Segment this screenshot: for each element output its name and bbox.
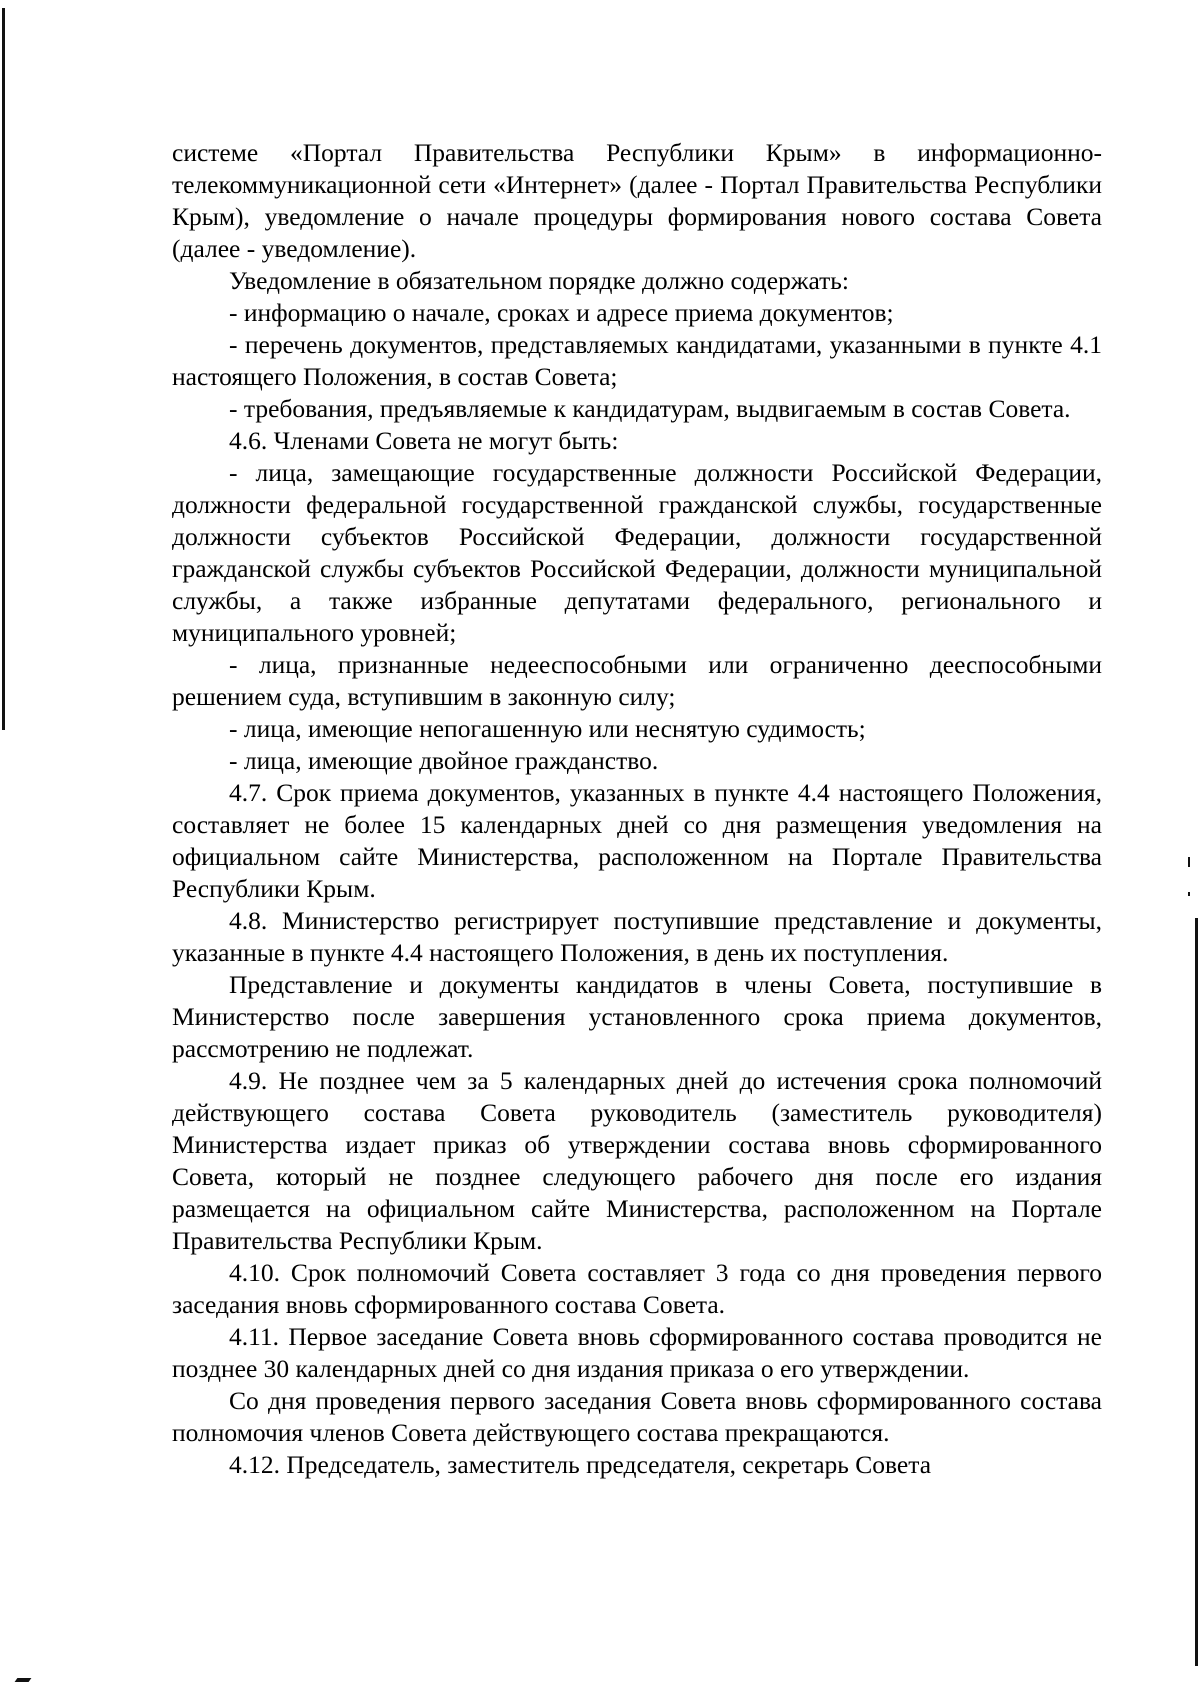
paragraph: 4.12. Председатель, заместитель председателя, секретарь Совета xyxy=(229,1450,932,1479)
paragraph: 4.10. Срок полномочий Совета составляет 3 года со дня проведения первого заседания вновь сформированного состава Совета. xyxy=(172,1258,1102,1319)
paragraph: 4.9. Не позднее чем за 5 календарных дней до истечения срока полномочий действующего состава Совета руководитель (заместитель руководителя) Министерства издает приказ об утверждении состава вновь сформированного Совета, который не позднее следующего рабочего дня после его издания размещается на официальном сайте Министерства, расположенном на Портале Правительства Республики Крым. xyxy=(172,1066,1102,1255)
paragraph: - лица, признанные недееспособными или ограниченно дееспособными решением суда, вступившим в законную силу; xyxy=(172,650,1102,711)
paragraph: - требования, предъявляемые к кандидатурам, выдвигаемым в состав Совета. xyxy=(229,394,1071,423)
paragraph: - лица, имеющие двойное гражданство. xyxy=(229,746,659,775)
scan-mark xyxy=(1188,857,1190,867)
scan-edge-left xyxy=(2,8,5,730)
scan-mark xyxy=(1188,892,1190,896)
paragraph: Со дня проведения первого заседания Совета вновь сформированного состава полномочия членов Совета действующего состава прекращаются. xyxy=(172,1386,1102,1447)
scan-edge-right xyxy=(1195,918,1198,1666)
paragraph: - лица, имеющие непогашенную или неснятую судимость; xyxy=(229,714,866,743)
document-body xyxy=(172,137,1102,1481)
paragraph: системе «Портал Правительства Республики Крым» в информационно-телекоммуникационной сети «Интернет» (далее - Портал Правительства Республики Крым), уведомление о начале процедуры формирования нового состава Совета (далее - уведомление). xyxy=(172,138,1102,263)
paragraph: Представление и документы кандидатов в члены Совета, поступившие в Министерство после завершения установленного срока приема документов, рассмотрению не подлежат. xyxy=(172,970,1102,1063)
paragraph: - лица, замещающие государственные должности Российской Федерации, должности федеральной государственной гражданской службы, государственные должности субъектов Российской Федерации, должности государственной гражданской службы субъектов Российской Федерации, должности муниципальной службы, а также избранные депутатами федерального, регионального и муниципального уровней; xyxy=(172,458,1102,647)
paragraph: - перечень документов, представляемых кандидатами, указанными в пункте 4.1 настоящего Положения, в состав Совета; xyxy=(172,330,1102,391)
paragraph: - информацию о начале, сроках и адресе приема документов; xyxy=(229,298,894,327)
paragraph: 4.7. Срок приема документов, указанных в пункте 4.4 настоящего Положения, составляет не более 15 календарных дней со дня размещения уведомления на официальном сайте Министерства, расположенном на Портале Правительства Республики Крым. xyxy=(172,778,1102,903)
paragraph: Уведомление в обязательном порядке должно содержать: xyxy=(229,266,849,295)
scan-mark xyxy=(15,1678,32,1682)
paragraph: 4.8. Министерство регистрирует поступившие представление и документы, указанные в пункте 4.4 настоящего Положения, в день их поступления. xyxy=(172,906,1102,967)
paragraph: 4.6. Членами Совета не могут быть: xyxy=(229,426,619,455)
paragraph: 4.11. Первое заседание Совета вновь сформированного состава проводится не позднее 30 календарных дней со дня издания приказа о его утверждении. xyxy=(172,1322,1102,1383)
